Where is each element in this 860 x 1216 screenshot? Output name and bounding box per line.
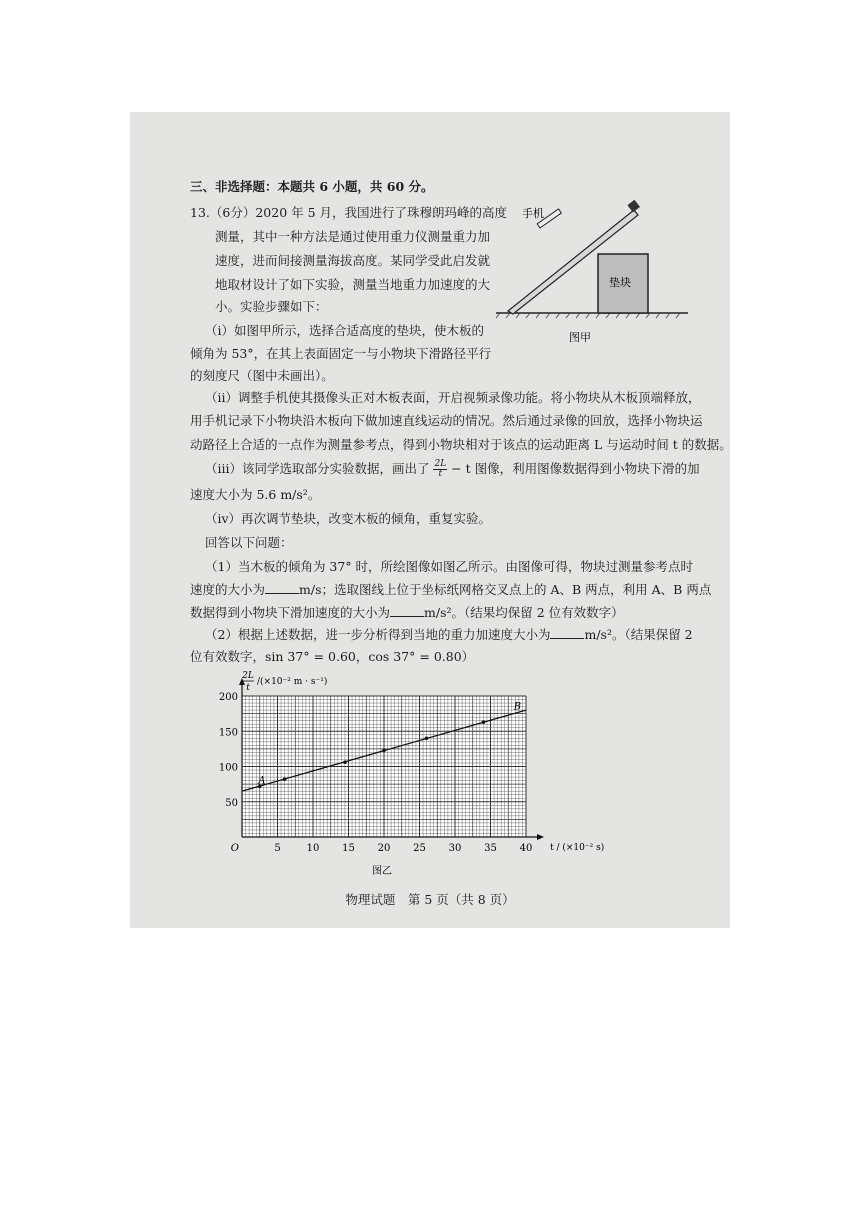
answer-prompt: 回答以下问题： — [205, 535, 293, 550]
step-1-line: 的刻度尺（图中未画出）。 — [190, 368, 334, 383]
x-tick-label: 35 — [484, 843, 497, 854]
step-2-line: （ii）调整手机使其摄像头正对木板表面，开启视频录像功能。将小物块从木板顶端释放， — [205, 390, 701, 405]
q2-line: （2）根据上述数据，进一步分析得到当地的重力加速度大小为 m/s²。（结果保留 2 — [205, 627, 693, 642]
small-object — [627, 200, 640, 213]
figure-yi-caption: 图乙 — [372, 866, 392, 877]
figure-jia — [488, 196, 696, 346]
question-intro-line: 测量，其中一种方法是通过使用重力仪测量重力加 — [215, 229, 491, 244]
x-tick-label: 40 — [519, 843, 533, 854]
data-point — [425, 737, 429, 741]
x-tick-label: 25 — [413, 843, 426, 854]
step-2-line: 用手机记录下小物块沿木板向下做加速直线运动的情况。然后通过录像的回放，选择小物块运 — [190, 413, 703, 428]
answer-blank[interactable] — [390, 605, 424, 617]
x-axis-label: t / (×10⁻² s) — [550, 843, 605, 853]
x-axis-arrow — [537, 834, 544, 840]
data-point — [482, 720, 486, 724]
x-tick-label: 10 — [306, 843, 320, 854]
figure-jia-caption: 图甲 — [569, 331, 591, 344]
q1-line: 数据得到小物块下滑加速度的大小为 m/s²。（结果均保留 2 位有效数字） — [190, 605, 624, 620]
q2-line: 位有效数字，sin 37° = 0.60，cos 37° = 0.80） — [190, 649, 475, 664]
step-1-line: 倾角为 53°，在其上表面固定一与小物块下滑路径平行 — [190, 346, 492, 361]
q1-line: 速度的大小为 m/s；选取图线上位于坐标纸网格交叉点上的 A、B 两点，利用 A、B 两点 — [190, 582, 712, 597]
y-tick-label: 50 — [225, 797, 238, 809]
y-tick-label: 150 — [218, 727, 238, 739]
x-tick-label: 15 — [342, 843, 355, 854]
step-1-line: （i）如图甲所示，选择合适高度的垫块，使木板的 — [205, 323, 484, 338]
y-axis-label-numerator: 2L — [242, 671, 254, 681]
answer-blank[interactable] — [265, 582, 299, 594]
y-axis-label-unit: /(×10⁻² m · s⁻¹) — [257, 677, 328, 687]
question-intro-line: 13.（6分）2020 年 5 月，我国进行了珠穆朗玛峰的高度 — [190, 205, 508, 220]
answer-blank[interactable] — [550, 627, 584, 639]
question-intro-line: 小。实验步骤如下： — [215, 299, 328, 314]
y-tick-label: 200 — [218, 692, 238, 703]
step-3-line: （iii）该同学选取部分实验数据，画出了 $\frac{2L}{t}$ − t 图像，利用图像数据得到小物块下滑的加 — [205, 459, 700, 479]
data-point — [283, 777, 287, 781]
step-4-line: （iv）再次调节垫块，改变木板的倾角，重复实验。 — [205, 511, 492, 526]
x-tick-label: 5 — [274, 843, 281, 854]
figure-yi-chart — [215, 668, 635, 883]
y-tick-label: 100 — [218, 762, 238, 774]
section-header: 三、非选择题：本题共 6 小题，共 60 分。 — [190, 179, 434, 194]
question-intro-line: 速度，进而间接测量海拔高度。某同学受此启发就 — [215, 253, 491, 268]
step-3-line: 速度大小为 5.6 m/s²。 — [190, 487, 321, 502]
page-footer: 物理试题 第 5 页（共 8 页） — [345, 892, 515, 907]
fraction-2L-over-t: $\frac{2L}{t}$ — [434, 459, 447, 479]
data-point — [343, 760, 347, 764]
y-axis-label-denominator: t — [246, 683, 250, 693]
point-label: B — [513, 701, 522, 713]
q1-line: （1）当木板的倾角为 37° 时，所绘图像如图乙所示。由图像可得，物块过测量参考点时 — [205, 559, 694, 574]
x-tick-label: 30 — [448, 843, 462, 854]
data-point — [382, 748, 386, 752]
question-intro-line: 地取材设计了如下实验，测量当地重力加速度的大 — [215, 277, 491, 292]
block-label: 垫块 — [609, 276, 631, 289]
point-label: A — [258, 775, 266, 787]
step-2-line: 动路径上合适的一点作为测量参考点，得到小物块相对于该点的运动距离 L 与运动时间 t 的数据。 — [190, 437, 732, 452]
x-tick-label: 20 — [377, 843, 391, 854]
phone-label: 手机 — [522, 207, 544, 220]
origin-label: O — [230, 843, 239, 854]
